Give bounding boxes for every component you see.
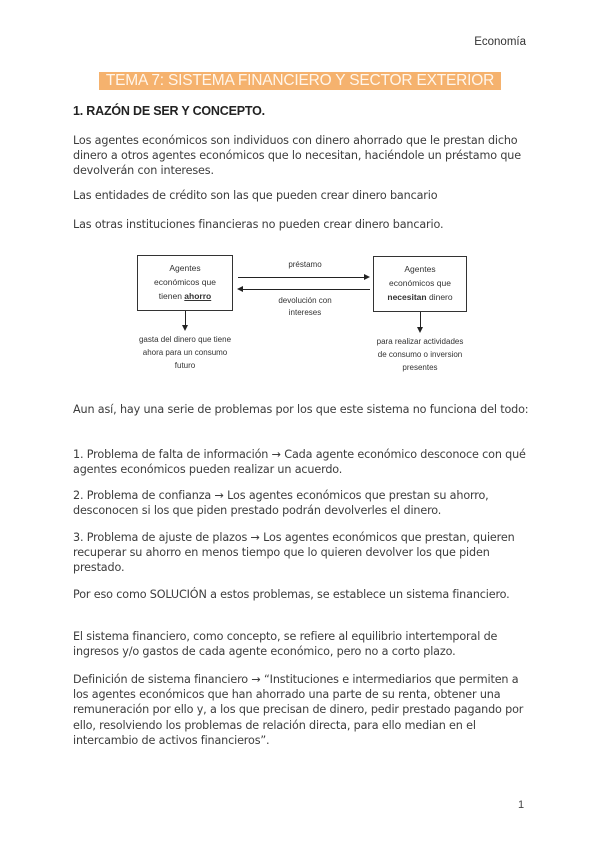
paragraph-other-institutions: Las otras instituciones financieras no pueden crear dinero bancario.: [73, 218, 444, 231]
paragraph-problem-3: 3. Problema de ajuste de plazos → Los agentes económicos que prestan, quieren recuperar su ahorro en menos tiempo que lo quieren devolver los que piden prestado.: [73, 531, 515, 575]
borrowers-box-line2: económicos que: [389, 278, 451, 288]
repayment-label-line2: intereses: [288, 308, 322, 317]
savers-caption-line3: futuro: [174, 361, 196, 370]
loan-arrow-label: préstamo: [288, 260, 322, 269]
arrow-right-icon: [364, 274, 370, 280]
borrowers-box: [373, 256, 467, 312]
paragraph-problems-intro: Aun así, hay una serie de problemas por los que este sistema no funciona del todo:: [73, 403, 529, 416]
arrow-left-icon: [237, 286, 243, 292]
borrowers-box-line3-suffix: dinero: [426, 292, 453, 302]
header-subject: Economía: [474, 36, 526, 48]
paragraph-solution: Por eso como SOLUCIÓN a estos problemas, se establece un sistema financiero.: [73, 588, 510, 601]
savers-box-line2: económicos que: [154, 277, 216, 287]
borrowers-caption-line2: de consumo o inversion: [377, 350, 463, 359]
repayment-label-line1: devolución con: [278, 296, 332, 305]
savers-box-line1: Agentes: [169, 263, 201, 273]
borrowers-caption: [355, 335, 485, 374]
paragraph-problem-2: 2. Problema de confianza → Los agentes económicos que prestan su ahorro, desconocen si los que piden prestado podrán devolverles el dinero.: [73, 489, 489, 518]
savers-down-line: [185, 311, 186, 326]
repayment-arrow-label: [240, 295, 370, 319]
savers-box-emphasis: ahorro: [184, 291, 212, 301]
paragraph-problem-1: 1. Problema de falta de información → Cada agente económico desconoce con qué agentes económicos pueden realizar un acuerdo.: [73, 448, 526, 477]
borrowers-box-emphasis: necesitan: [387, 292, 427, 302]
paragraph-definition: Definición de sistema financiero → “Instituciones e intermediarios que permiten a los agentes económicos que han ahorrado una parte de su renta, obtener una remuneración por ello y, a los que precisan de dinero, pedir prestado pagando por ello, resolviendo los problemas de relación directa, para ello median en el intercambio de activos financieros”.: [73, 673, 524, 747]
arrow-down-icon: [182, 325, 188, 331]
borrowers-box-line3: [374, 290, 466, 304]
savers-box-line3: [138, 289, 232, 303]
lending-diagram: [130, 250, 480, 375]
borrowers-down-line: [420, 312, 421, 328]
borrowers-box-line1: Agentes: [404, 264, 436, 274]
page-title: TEMA 7: SISTEMA FINANCIERO Y SECTOR EXTERIOR: [99, 72, 501, 90]
paragraph-intro: Los agentes económicos son individuos con dinero ahorrado que le prestan dicho dinero a otros agentes económicos que lo necesitan, haciéndole un préstamo que devolverán con intereses.: [73, 134, 521, 178]
savers-caption: [120, 333, 250, 372]
page-number: 1: [518, 799, 525, 811]
arrow-down-icon: [417, 327, 423, 333]
savers-box: [137, 255, 233, 311]
paragraph-concept: El sistema financiero, como concepto, se refiere al equilibrio intertemporal de ingresos y/o gastos de cada agente económico, pero no a corto plazo.: [73, 630, 498, 659]
loan-arrow-line: [238, 277, 366, 278]
borrowers-caption-line3: presentes: [402, 363, 438, 372]
section-heading: 1. RAZÓN DE SER Y CONCEPTO.: [73, 104, 265, 118]
savers-caption-line2: ahora para un consumo: [142, 348, 228, 357]
paragraph-credit-entities: Las entidades de crédito son las que pueden crear dinero bancario: [73, 189, 438, 202]
savers-box-line3-prefix: tienen: [158, 291, 185, 301]
savers-caption-line1: gasta del dinero que tiene: [138, 335, 232, 344]
repayment-arrow-line: [242, 289, 370, 290]
borrowers-caption-line1: para realizar actividades: [376, 337, 464, 346]
